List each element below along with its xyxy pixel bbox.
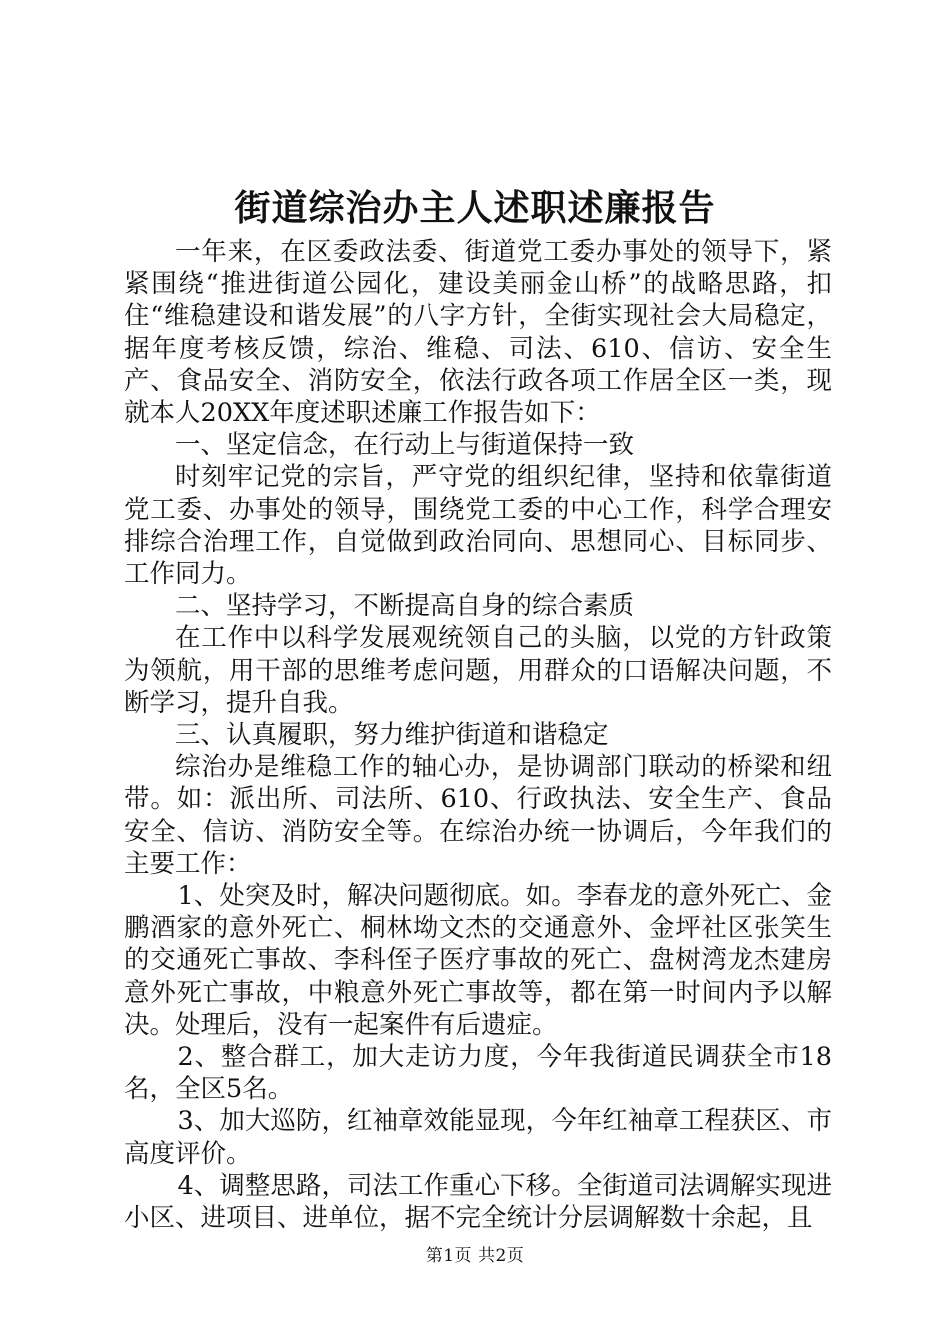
paragraph-section-2: 在工作中以科学发展观统领自己的头脑，以党的方针政策为领航，用干部的思维考虑问题，用群众的口语解决问题，不断学习，提升自我。: [124, 623, 832, 718]
paragraph-section-3: 综治办是维稳工作的轴心办，是协调部门联动的桥梁和纽带。如：派出所、司法所、610、行政执法、安全生产、食品安全、信访、消防安全等。在综治办统一协调后，今年我们的主要工作：: [124, 752, 832, 879]
section-heading-2: 二、坚持学习，不断提高自身的综合素质: [175, 591, 635, 622]
paragraph-intro: 一年来，在区委政法委、街道党工委办事处的领导下，紧紧围绕“推进街道公园化，建设美丽金山桥”的战略思路，扣住“维稳建设和谐发展”的八字方针，全街实现社会大局稳定，据年度考核反馈，综治、维稳、司法、610、信访、安全生产、食品安全、消防安全，依法行政各项工作居全区一类，现就本人20XX年度述职述廉工作报告如下：: [124, 237, 832, 429]
list-item-2: 2、整合群工，加大走访力度，今年我街道民调获全市18名，全区5名。: [124, 1042, 832, 1105]
list-item-1: 1、处突及时，解决问题彻底。如。李春龙的意外死亡、金鹏酒家的意外死亡、桐林坳文杰的交通意外、金坪社区张笑生的交通死亡事故、李科侄子医疗事故的死亡、盘树湾龙杰建房意外死亡事故，中粮意外死亡事故等，都在第一时间内予以解决。处理后，没有一起案件有后遗症。: [124, 881, 832, 1040]
list-item-4: 4、调整思路，司法工作重心下移。全街道司法调解实现进小区、进项目、进单位，据不完全统计分层调解数十余起，且: [124, 1170, 832, 1234]
section-heading-1: 一、坚定信念，在行动上与街道保持一致: [175, 430, 635, 461]
section-heading-3: 三、认真履职，努力维护街道和谐稳定: [175, 720, 609, 751]
page-footer: 第1页 共2页: [425, 1246, 525, 1266]
document-body: [124, 236, 832, 1234]
paragraph-section-1: 时刻牢记党的宗旨，严守党的组织纪律，坚持和依靠街道党工委、办事处的领导，围绕党工委的中心工作，科学合理安排综合治理工作，自觉做到政治同向、思想同心、目标同步、工作同力。: [124, 462, 832, 590]
document-title: 街道综治办主人述职述廉报告: [234, 187, 716, 229]
list-item-3: 3、加大巡防，红袖章效能显现，今年红袖章工程获区、市高度评价。: [124, 1106, 832, 1169]
